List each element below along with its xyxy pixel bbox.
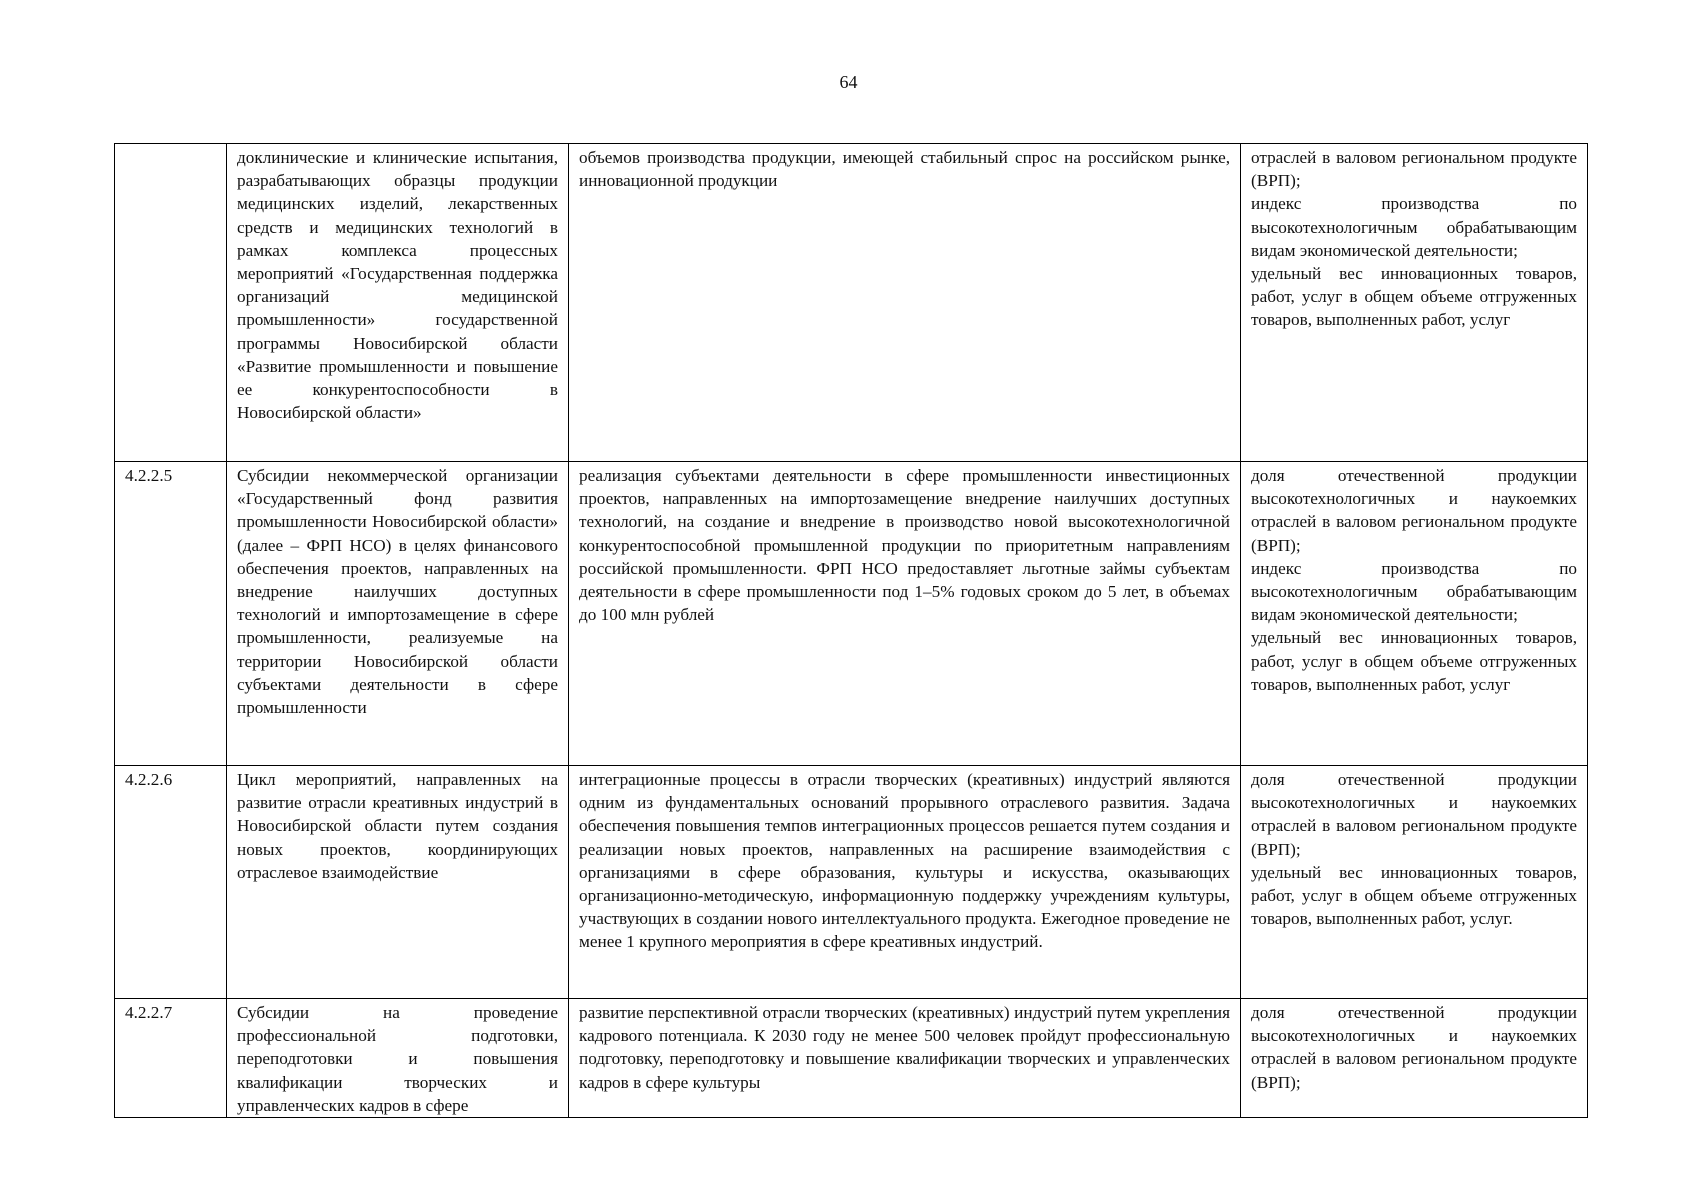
indicator-item: индекс производства по высокотехнологичным обрабатывающим видам экономической деятельности; (1251, 194, 1577, 260)
measures-table (114, 143, 1588, 1118)
measure-cell: Субсидии некоммерческой организации «Государственный фонд развития промышленности Новосибирской области» (далее – ФРП НСО) в целях финансового обеспечения проектов, направленных на внедрение наилучших доступных технологий и импортозамещение в сфере промышленности, реализуемые на территории Новосибирской области субъектами деятельности в сфере промышленности (227, 462, 569, 766)
indicator-item: доля отечественной продукции высокотехнологичных и наукоемких отраслей в валовом региональном продукте (ВРП); (1251, 770, 1577, 859)
indicator-item: отраслей в валовом региональном продукте (ВРП); (1251, 148, 1577, 191)
table-row (115, 766, 1588, 999)
row-number-cell: 4.2.2.7 (115, 999, 227, 1118)
row-number-cell: 4.2.2.6 (115, 766, 227, 999)
result-cell: развитие перспективной отрасли творческих (креативных) индустрий путем укрепления кадрового потенциала. К 2030 году не менее 500 человек пройдут профессиональную подготовку, переподготовку и повышение квалификации творческих и управленческих кадров в сфере культуры (569, 999, 1241, 1118)
page-number: 64 (839, 72, 858, 92)
indicator-item: индекс производства по высокотехнологичным обрабатывающим видам экономической деятельности; (1251, 558, 1577, 625)
indicator-item: доля отечественной продукции высокотехнологичных и наукоемких отраслей в валовом региональном продукте (ВРП); (1251, 1003, 1577, 1092)
indicator-item: доля отечественной продукции высокотехнологичных и наукоемких отраслей в валовом региональном продукте (ВРП); (1251, 466, 1577, 555)
result-cell: интеграционные процессы в отрасли творческих (креативных) индустрий являются одним из фундаментальных оснований прорывного отраслевого развития. Задача обеспечения повышения темпов интеграционных процессов решается путем создания и реализации новых проектов, направленных на расширение взаимодействия с организациями в сфере образования, культуры и искусства, оказывающих организационно-методическую, информационную поддержку учреждениям культуры, участвующих в создании нового интеллектуального продукта. Ежегодное проведение не менее 1 крупного мероприятия в сфере креативных индустрий. (569, 766, 1241, 999)
result-cell: объемов производства продукции, имеющей стабильный спрос на российском рынке, инновационной продукции (569, 144, 1241, 462)
measure-cell: Цикл мероприятий, направленных на развитие отрасли креативных индустрий в Новосибирской области путем создания новых проектов, координирующих отраслевое взаимодействие (227, 766, 569, 999)
table-row (115, 999, 1588, 1118)
result-cell: реализация субъектами деятельности в сфере промышленности инвестиционных проектов, направленных на импортозамещение внедрение наилучших доступных технологий, на создание и внедрение в производство новой высокотехнологичной конкурентоспособной промышленной продукции по приоритетным направлениям российской промышленности. ФРП НСО предоставляет льготные займы субъектам деятельности в сфере промышленности под 1–5% годовых сроком до 5 лет, в объемах до 100 млн рублей (569, 462, 1241, 766)
row-number-cell: 4.2.2.5 (115, 462, 227, 766)
table-row (115, 462, 1588, 766)
table-row (115, 144, 1588, 462)
indicators-cell (1241, 144, 1588, 462)
indicators-cell (1241, 462, 1588, 766)
indicators-cell (1241, 999, 1588, 1118)
indicators-cell (1241, 766, 1588, 999)
indicator-item: удельный вес инновационных товаров, работ, услуг в общем объеме отгруженных товаров, выполненных работ, услуг. (1251, 862, 1577, 929)
indicator-item: удельный вес инновационных товаров, работ, услуг в общем объеме отгруженных товаров, выполненных работ, услуг (1251, 264, 1577, 330)
measure-cell: доклинические и клинические испытания, разрабатывающих образцы продукции медицинских изделий, лекарственных средств и медицинских технологий в рамках комплекса процессных мероприятий «Государственная поддержка организаций медицинской промышленности» государственной программы Новосибирской области «Развитие промышленности и повышение ее конкурентоспособности в Новосибирской области» (227, 144, 569, 462)
indicator-item: удельный вес инновационных товаров, работ, услуг в общем объеме отгруженных товаров, выполненных работ, услуг (1251, 628, 1577, 694)
measure-cell: Субсидии на проведение профессиональной подготовки, переподготовки и повышения квалификации творческих и управленческих кадров в сфере (227, 999, 569, 1118)
row-number-cell (115, 144, 227, 462)
